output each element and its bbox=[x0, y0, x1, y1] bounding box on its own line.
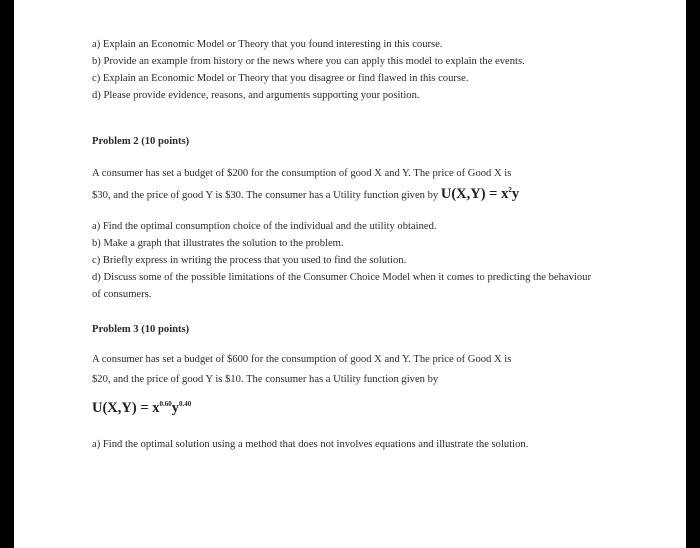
problem3-utility-lhs: U(X,Y) = x bbox=[92, 400, 160, 416]
problem3-utility-exponent-x: 0.60 bbox=[159, 400, 172, 408]
problem2-heading: Problem 2 (10 points) bbox=[92, 136, 190, 147]
problem3-intro-line2: $20, and the price of good Y is $10. The consumer has a Utility function given by bbox=[92, 374, 439, 385]
problem2-item-b: b) Make a graph that illustrates the solution to the problem. bbox=[92, 238, 344, 249]
problem2-utility-exponent: 2 bbox=[508, 186, 512, 194]
problem1-item-a: a) Explain an Economic Model or Theory that you found interesting in this course. bbox=[92, 39, 443, 50]
problem3-list bbox=[92, 436, 592, 453]
problem2-item-c: c) Briefly express in writing the process that you used to find the solution. bbox=[92, 255, 407, 266]
problem2-intro-text: $30, and the price of good Y is $30. The consumer has a Utility function given by bbox=[92, 190, 439, 201]
problem2-utility-lhs: U(X,Y) = x bbox=[440, 186, 509, 202]
problem3-utility-exponent-y: 0.40 bbox=[178, 400, 192, 408]
document-page bbox=[14, 0, 686, 548]
problem2-list bbox=[92, 218, 592, 303]
problem2-intro bbox=[92, 164, 592, 206]
problem3-utility-mid: y bbox=[171, 400, 179, 416]
problem1-item-c: c) Explain an Economic Model or Theory that you disagree or find flawed in this course. bbox=[92, 73, 469, 84]
problem2-intro-line1: A consumer has set a budget of $200 for the consumption of good X and Y. The price of Good X is bbox=[92, 168, 512, 179]
problem2-item-d: d) Discuss some of the possible limitations of the Consumer Choice Model when it comes to predicting the behaviour of consumers. bbox=[92, 272, 591, 300]
problem2-utility-rhs: y bbox=[511, 186, 520, 202]
problem3-intro-line1: A consumer has set a budget of $600 for the consumption of good X and Y. The price of Good X is bbox=[92, 354, 512, 365]
problem1-item-b: b) Provide an example from history or the news where you can apply this model to explain the events. bbox=[92, 56, 525, 67]
problem1-item-d: d) Please provide evidence, reasons, and arguments supporting your position. bbox=[92, 90, 420, 101]
problem1-list bbox=[92, 36, 592, 104]
problem2-intro-line2 bbox=[92, 184, 592, 206]
problem3-intro bbox=[92, 350, 592, 390]
problem3-heading: Problem 3 (10 points) bbox=[92, 324, 190, 335]
problem3-item-a: a) Find the optimal solution using a method that does not involves equations and illustrate the solution. bbox=[92, 439, 529, 450]
problem2-utility-function bbox=[441, 186, 519, 202]
problem2-item-a: a) Find the optimal consumption choice of the individual and the utility obtained. bbox=[92, 221, 437, 232]
problem3-utility-function bbox=[92, 400, 592, 417]
